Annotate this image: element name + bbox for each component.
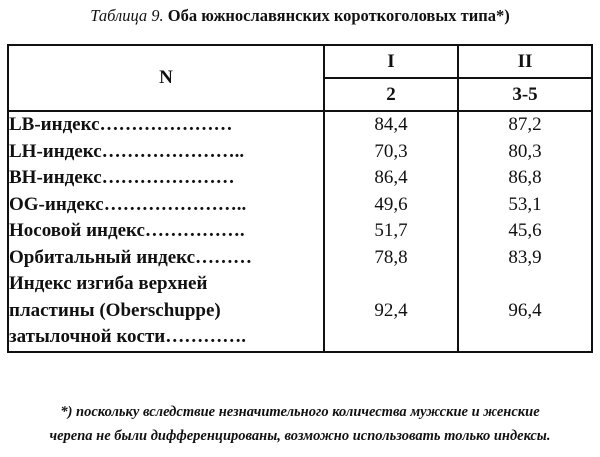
table-body-row xyxy=(8,111,592,352)
value-cell: 83,9 xyxy=(508,246,542,268)
table-caption-label: Таблица 9. xyxy=(90,6,164,25)
value-cell: 87,2 xyxy=(508,114,542,135)
value-cell: 49,6 xyxy=(374,193,408,215)
index-name: Орбитальный индекс……… xyxy=(9,246,253,268)
values-group-1-cell xyxy=(324,111,458,352)
value-spacer xyxy=(459,324,591,351)
index-name: затылочной кости…………. xyxy=(9,326,246,347)
value-spacer xyxy=(325,271,457,298)
index-names-cell xyxy=(8,111,324,352)
value-cell: 70,3 xyxy=(374,140,408,162)
header-n: N xyxy=(8,45,324,111)
index-name: Индекс изгиба верхней xyxy=(9,273,208,294)
header-count-1: 2 xyxy=(324,78,458,111)
value-cell: 51,7 xyxy=(374,220,408,241)
header-group-1: I xyxy=(324,45,458,78)
table-caption xyxy=(0,6,600,26)
value-cell: 80,3 xyxy=(508,140,542,162)
value-cell: 84,4 xyxy=(374,114,408,135)
index-name: BH-индекс………………… xyxy=(9,167,235,188)
value-spacer xyxy=(325,324,457,351)
value-spacer xyxy=(459,271,591,298)
value-cell: 92,4 xyxy=(374,299,408,321)
value-cell: 86,4 xyxy=(374,167,408,188)
index-name: Носовой индекс……………. xyxy=(9,220,245,241)
index-name: OG-индекс………………….. xyxy=(9,193,247,215)
index-name: LB-индекс………………… xyxy=(9,114,233,135)
index-name: пластины (Oberschuppe) xyxy=(9,299,221,321)
header-group-2: II xyxy=(458,45,592,78)
value-cell: 45,6 xyxy=(508,220,542,241)
header-count-2: 3-5 xyxy=(458,78,592,111)
footnote-line-2: черепа не были дифференцированы, возможно использовать только индексы. xyxy=(49,428,551,444)
value-cell: 78,8 xyxy=(374,246,408,268)
header-row-groups xyxy=(8,45,592,78)
index-table xyxy=(7,44,593,353)
value-cell: 96,4 xyxy=(508,299,542,321)
index-name: LH-индекс………………….. xyxy=(9,140,245,162)
table-caption-title: Оба южнославянских короткоголовых типа*) xyxy=(167,6,510,25)
value-cell: 53,1 xyxy=(508,193,542,215)
footnote-line-1: *) поскольку вследствие незначительного количества мужские и женские xyxy=(60,404,540,420)
value-cell: 86,8 xyxy=(508,167,542,188)
values-group-2-cell xyxy=(458,111,592,352)
